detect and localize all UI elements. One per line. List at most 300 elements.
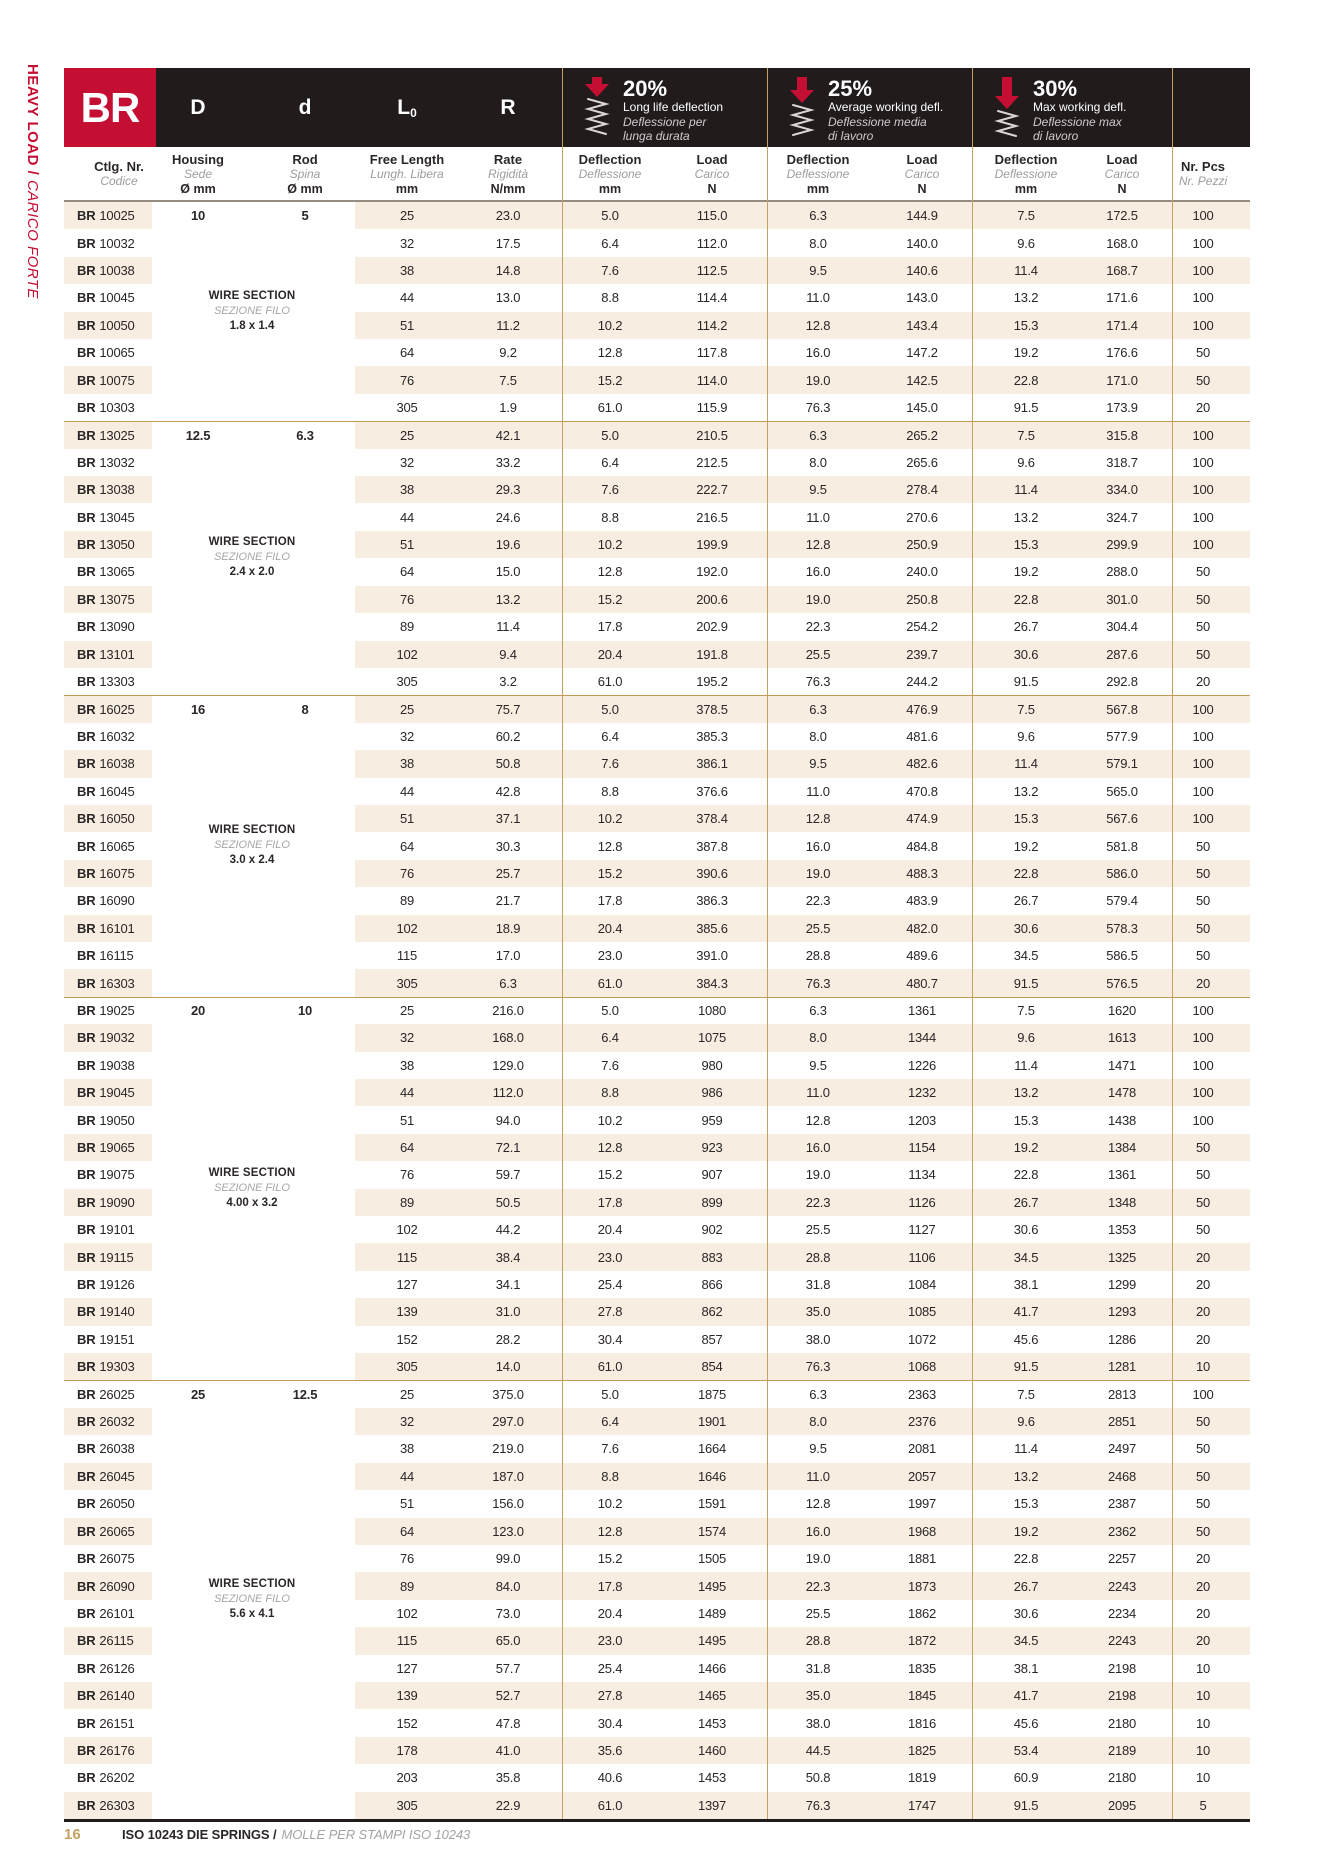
l20-cell: 200.6 (696, 591, 728, 607)
free-cell: 38 (399, 482, 415, 498)
l20-cell: 1453 (697, 1715, 727, 1731)
d20-cell: 15.2 (597, 591, 623, 607)
rate-cell: 11.2 (496, 317, 520, 333)
d30-cell: 11.4 (1014, 1057, 1038, 1073)
d20-cell: 27.8 (597, 1304, 623, 1320)
wire-section-label-en: WIRE SECTION (208, 1166, 296, 1179)
d20-cell: 8.8 (601, 783, 619, 799)
free-cell: 139 (396, 1304, 418, 1320)
rate-cell: 35.8 (495, 1770, 521, 1786)
pcs-cell: 20 (1195, 1249, 1211, 1265)
housing-diameter-cell: 20 (190, 1003, 206, 1019)
l25-cell: 240.0 (906, 564, 938, 580)
d30-cell: 13.2 (1013, 1468, 1039, 1484)
sidebar-title (24, 64, 41, 299)
d25-cell: 76.3 (805, 400, 831, 416)
d30-cell: 30.6 (1013, 646, 1039, 662)
table-row (64, 586, 1250, 613)
l30-cell: 1293 (1107, 1304, 1137, 1320)
d25-cell: 31.8 (805, 1660, 831, 1676)
rate-cell: 52.7 (495, 1688, 521, 1704)
catalog-number-cell: BR 26045 (77, 1468, 135, 1484)
catalog-number-cell: BR 19303 (77, 1359, 135, 1375)
deflection-subtitle: lunga durata (623, 129, 690, 143)
l30-cell: 2234 (1107, 1605, 1137, 1621)
l30-cell: 287.6 (1106, 646, 1138, 662)
d20-cell: 7.6 (601, 1441, 619, 1457)
l20-cell: 212.5 (696, 454, 728, 470)
l25-cell: 480.7 (906, 975, 938, 991)
d30-cell: 26.7 (1013, 893, 1039, 909)
wire-section-label-it: SEZIONE FILO (214, 1181, 290, 1194)
table-row (64, 1627, 1250, 1654)
pcs-cell: 100 (1192, 454, 1214, 470)
table-row (64, 1463, 1250, 1490)
l30-cell: 586.5 (1106, 948, 1138, 964)
d25-cell: 8.0 (809, 454, 827, 470)
l20-cell: 923 (701, 1140, 723, 1156)
d25-cell: 12.8 (805, 537, 831, 553)
free-cell: 25 (399, 427, 415, 443)
d30-cell: 26.7 (1013, 619, 1039, 635)
column-header-it: Codice (100, 174, 138, 188)
sidebar-title-it: CARICO FORTE (24, 179, 41, 300)
d20-cell: 20.4 (597, 1605, 623, 1621)
free-cell: 32 (399, 454, 415, 470)
d30-cell: 9.6 (1017, 1414, 1035, 1430)
wire-section-label-it: SEZIONE FILO (214, 839, 290, 852)
column-header-it: Lungh. Libera (370, 167, 444, 181)
deflection-subtitle: Deflessione media (828, 114, 927, 129)
l25-cell: 1968 (907, 1523, 937, 1539)
housing-diameter-cell: 12.5 (185, 427, 211, 443)
catalog-number-cell: BR 13303 (77, 674, 135, 690)
deflection-title: Average working defl. (828, 100, 944, 114)
d25-cell: 50.8 (805, 1770, 831, 1786)
free-cell: 115 (396, 948, 418, 964)
d20-cell: 6.4 (601, 454, 619, 470)
wire-section-note (187, 289, 317, 334)
l20-cell: 1664 (697, 1441, 727, 1457)
l20-cell: 112.0 (696, 235, 728, 251)
pcs-cell: 100 (1192, 1112, 1214, 1128)
d25-cell: 8.0 (809, 728, 827, 744)
l30-cell: 324.7 (1106, 509, 1138, 525)
d25-cell: 8.0 (809, 235, 827, 251)
rate-cell: 28.2 (495, 1331, 521, 1347)
table-row (64, 750, 1250, 777)
pcs-cell: 20 (1195, 1331, 1211, 1347)
pcs-cell: 100 (1192, 1003, 1214, 1019)
page-footer (64, 1826, 470, 1843)
table-row (64, 476, 1250, 503)
l20-cell: 115.0 (696, 208, 728, 224)
l20-cell: 1453 (697, 1770, 727, 1786)
table-row (64, 394, 1250, 421)
d25-cell: 11.0 (806, 783, 830, 799)
l20-cell: 195.2 (696, 674, 728, 690)
column-header-deflection (974, 152, 1078, 197)
rate-cell: 129.0 (492, 1057, 524, 1073)
deflection-section-text (1029, 77, 1126, 147)
rod-diameter-cell: 6.3 (296, 427, 314, 443)
catalog-number-cell: BR 10303 (77, 400, 135, 416)
wire-section-size: 2.4 x 2.0 (229, 566, 275, 579)
free-cell: 89 (399, 1578, 415, 1594)
rate-cell: 1.9 (499, 400, 517, 416)
d30-cell: 15.3 (1013, 1112, 1039, 1128)
l20-cell: 1489 (697, 1605, 727, 1621)
free-cell: 38 (399, 756, 415, 772)
rate-cell: 57.7 (495, 1660, 521, 1676)
l20-cell: 202.9 (696, 619, 728, 635)
catalog-number-cell: BR 26101 (77, 1605, 135, 1621)
d25-cell: 19.0 (805, 865, 831, 881)
l30-cell: 2243 (1107, 1633, 1137, 1649)
l25-cell: 1226 (907, 1057, 937, 1073)
l20-cell: 191.8 (696, 646, 728, 662)
rod-diameter-cell: 10 (297, 1003, 313, 1019)
l20-cell: 386.3 (696, 893, 728, 909)
free-cell: 305 (396, 975, 418, 991)
free-cell: 102 (396, 920, 418, 936)
free-cell: 115 (396, 1249, 418, 1265)
l25-cell: 278.4 (906, 482, 938, 498)
catalog-number-cell: BR 10050 (77, 317, 135, 333)
pcs-cell: 20 (1195, 1304, 1211, 1320)
l30-cell: 576.5 (1106, 975, 1138, 991)
l30-cell: 1613 (1107, 1030, 1137, 1046)
free-cell: 178 (396, 1742, 418, 1758)
pcs-cell: 100 (1192, 537, 1214, 553)
d20-cell: 17.8 (597, 1194, 623, 1210)
l25-cell: 1085 (907, 1304, 937, 1320)
l30-cell: 173.9 (1106, 400, 1138, 416)
table-row (64, 339, 1250, 366)
l25-cell: 483.9 (906, 893, 938, 909)
d30-cell: 19.2 (1013, 838, 1039, 854)
rate-cell: 187.0 (492, 1468, 524, 1484)
catalog-number-cell: BR 26032 (77, 1414, 135, 1430)
l20-cell: 857 (701, 1331, 723, 1347)
d25-cell: 31.8 (805, 1277, 831, 1293)
footer-title-it: MOLLE PER STAMPI ISO 10243 (281, 1827, 471, 1842)
l25-cell: 265.6 (906, 454, 938, 470)
l20-cell: 1495 (697, 1578, 727, 1594)
pcs-cell: 10 (1195, 1688, 1211, 1704)
free-cell: 102 (396, 646, 418, 662)
rate-cell: 13.2 (495, 591, 521, 607)
pcs-cell: 100 (1192, 317, 1214, 333)
d20-cell: 8.8 (601, 290, 619, 306)
wire-section-size: 3.0 x 2.4 (229, 854, 275, 867)
table-row (64, 1545, 1250, 1572)
rate-cell: 17.5 (495, 235, 521, 251)
d20-cell: 61.0 (597, 674, 623, 690)
catalog-number-cell: BR 19151 (77, 1331, 135, 1347)
pcs-cell: 20 (1195, 1605, 1211, 1621)
column-header-rate (462, 152, 554, 197)
d25-cell: 25.5 (805, 920, 831, 936)
wire-section-label-en: WIRE SECTION (208, 824, 296, 837)
arrow-down-spring-icon (985, 77, 1029, 147)
rate-cell: 18.9 (495, 920, 521, 936)
catalog-number-cell: BR 16303 (77, 975, 135, 991)
rate-cell: 219.0 (492, 1441, 524, 1457)
table-row (64, 229, 1250, 256)
d20-cell: 6.4 (601, 728, 619, 744)
pcs-cell: 50 (1195, 619, 1211, 635)
pcs-cell: 20 (1195, 1578, 1211, 1594)
d20-cell: 7.6 (601, 263, 619, 279)
free-cell: 44 (399, 783, 415, 799)
l30-cell: 315.8 (1106, 427, 1138, 443)
column-header-en: Load (696, 152, 728, 167)
catalog-number-cell: BR 13038 (77, 482, 135, 498)
arrow-down-spring-icon (780, 77, 824, 147)
l30-cell: 578.3 (1106, 920, 1138, 936)
table-row (64, 1518, 1250, 1545)
rate-cell: 29.3 (495, 482, 521, 498)
catalog-number-cell: BR 19101 (77, 1222, 135, 1238)
d30-cell: 19.2 (1013, 1523, 1039, 1539)
l25-cell: 1084 (907, 1277, 937, 1293)
rate-cell: 123.0 (492, 1523, 524, 1539)
rate-cell: 30.3 (495, 838, 521, 854)
d30-cell: 30.6 (1013, 1605, 1039, 1621)
l20-cell: 899 (701, 1194, 723, 1210)
pcs-cell: 50 (1195, 1222, 1211, 1238)
l25-cell: 143.0 (906, 290, 938, 306)
rate-cell: 168.0 (492, 1030, 524, 1046)
d20-cell: 8.8 (601, 509, 619, 525)
l25-cell: 2376 (907, 1414, 937, 1430)
l20-cell: 114.4 (696, 290, 728, 306)
table-row (64, 1709, 1250, 1736)
free-cell: 102 (396, 1222, 418, 1238)
free-cell: 89 (399, 1194, 415, 1210)
catalog-number-cell: BR 16032 (77, 728, 135, 744)
l20-cell: 192.0 (696, 564, 728, 580)
d30-cell: 13.2 (1013, 509, 1039, 525)
column-header-unit: N (1117, 182, 1127, 196)
free-cell: 51 (399, 1112, 415, 1128)
free-cell: 44 (399, 509, 415, 525)
free-cell: 25 (399, 208, 415, 224)
pcs-cell: 20 (1195, 1633, 1211, 1649)
rate-cell: 37.1 (495, 811, 521, 827)
d30-cell: 11.4 (1014, 1441, 1038, 1457)
l30-cell: 288.0 (1106, 564, 1138, 580)
deflection-subtitle: Deflessione per (623, 114, 707, 129)
l30-cell: 567.8 (1106, 702, 1138, 718)
series-badge: BR (64, 68, 156, 147)
d20-cell: 10.2 (597, 1496, 623, 1512)
d25-cell: 19.0 (805, 1551, 831, 1567)
d20-cell: 12.8 (597, 1523, 623, 1539)
deflection-title: Long life deflection (623, 100, 724, 114)
l30-cell: 2387 (1107, 1496, 1137, 1512)
d25-cell: 12.8 (805, 317, 831, 333)
rate-cell: 17.0 (495, 948, 521, 964)
l20-cell: 1397 (697, 1797, 727, 1813)
l30-cell: 171.4 (1106, 317, 1138, 333)
wire-section-label-en: WIRE SECTION (208, 536, 296, 549)
d25-cell: 6.3 (809, 702, 827, 718)
rate-cell: 9.4 (499, 646, 517, 662)
d20-cell: 25.4 (597, 1277, 623, 1293)
d30-cell: 7.5 (1017, 702, 1035, 718)
l30-cell: 1281 (1107, 1359, 1137, 1375)
l25-cell: 1106 (908, 1249, 936, 1265)
column-header-en: Housing (172, 152, 224, 167)
d30-cell: 9.6 (1017, 454, 1035, 470)
d30-cell: 41.7 (1013, 1304, 1039, 1320)
dimension-label: R (500, 95, 516, 119)
l30-cell: 2362 (1107, 1523, 1137, 1539)
l20-cell: 378.4 (696, 811, 728, 827)
l20-cell: 376.6 (696, 783, 728, 799)
d25-cell: 11.0 (806, 1085, 830, 1101)
column-header-it: Carico (904, 167, 940, 181)
table-row (64, 1353, 1250, 1380)
table-row (64, 1216, 1250, 1243)
l30-cell: 301.0 (1106, 591, 1138, 607)
catalog-number-cell: BR 13065 (77, 564, 135, 580)
free-cell: 25 (399, 1003, 415, 1019)
d30-cell: 9.6 (1017, 235, 1035, 251)
catalog-number-cell: BR 26115 (77, 1633, 134, 1649)
d30-cell: 13.2 (1013, 1085, 1039, 1101)
l25-cell: 1154 (908, 1140, 936, 1156)
d30-cell: 30.6 (1013, 920, 1039, 936)
catalog-number-cell: BR 19038 (77, 1057, 135, 1073)
l20-cell: 114.0 (696, 372, 728, 388)
free-cell: 64 (399, 1523, 415, 1539)
d30-cell: 38.1 (1013, 1660, 1039, 1676)
free-cell: 25 (399, 1387, 415, 1403)
pcs-cell: 100 (1192, 208, 1214, 224)
l30-cell: 1361 (1107, 1167, 1137, 1183)
rate-cell: 73.0 (495, 1605, 521, 1621)
rate-cell: 25.7 (495, 865, 521, 881)
column-header-load (876, 152, 968, 197)
l30-cell: 567.6 (1106, 811, 1138, 827)
d20-cell: 61.0 (597, 400, 623, 416)
l20-cell: 1460 (697, 1742, 727, 1758)
catalog-number-cell: BR 19045 (77, 1085, 135, 1101)
l25-cell: 1134 (908, 1167, 936, 1183)
d20-cell: 17.8 (597, 1578, 623, 1594)
table-row (64, 1682, 1250, 1709)
l20-cell: 216.5 (696, 509, 728, 525)
l30-cell: 2180 (1107, 1770, 1137, 1786)
free-cell: 25 (399, 702, 415, 718)
catalog-number-cell: BR 16090 (77, 893, 135, 909)
l30-cell: 1325 (1107, 1249, 1137, 1265)
column-header-unit: Ø mm (287, 182, 323, 196)
pcs-cell: 100 (1192, 702, 1214, 718)
housing-diameter-cell: 16 (190, 702, 206, 718)
pcs-cell: 100 (1192, 756, 1214, 772)
d25-cell: 11.0 (806, 1468, 830, 1484)
d25-cell: 6.3 (809, 208, 827, 224)
d25-cell: 12.8 (805, 1112, 831, 1128)
d25-cell: 16.0 (805, 1523, 831, 1539)
d30-cell: 15.3 (1013, 811, 1039, 827)
table-row (64, 1380, 1250, 1407)
wire-section-note (187, 1166, 317, 1211)
pcs-cell: 50 (1195, 1414, 1211, 1430)
rate-cell: 23.0 (495, 208, 521, 224)
catalog-number-cell: BR 26126 (77, 1660, 135, 1676)
d20-cell: 61.0 (597, 1359, 623, 1375)
column-headers (64, 147, 1250, 202)
free-cell: 51 (399, 537, 415, 553)
d20-cell: 6.4 (601, 235, 619, 251)
d25-cell: 11.0 (806, 509, 830, 525)
d25-cell: 25.5 (805, 646, 831, 662)
table-row (64, 202, 1250, 229)
column-header-pcs (1157, 159, 1249, 189)
table-row (64, 942, 1250, 969)
d25-cell: 22.3 (805, 893, 831, 909)
column-header-unit: mm (806, 182, 830, 196)
d20-cell: 40.6 (597, 1770, 623, 1786)
free-cell: 64 (399, 838, 415, 854)
d30-cell: 19.2 (1013, 564, 1039, 580)
wire-section-label-it: SEZIONE FILO (214, 1592, 290, 1605)
wire-section-size: 1.8 x 1.4 (229, 319, 275, 332)
catalog-number-cell: BR 16075 (77, 865, 135, 881)
d25-cell: 16.0 (805, 838, 831, 854)
deflection-section-25 (767, 68, 972, 147)
table-row (64, 1024, 1250, 1051)
d25-cell: 22.3 (805, 619, 831, 635)
pcs-cell: 50 (1195, 838, 1211, 854)
l25-cell: 1997 (907, 1496, 937, 1512)
rate-cell: 14.8 (495, 263, 521, 279)
l20-cell: 390.6 (696, 865, 728, 881)
rate-cell: 31.0 (495, 1304, 521, 1320)
rate-cell: 65.0 (495, 1633, 521, 1649)
rate-cell: 21.7 (495, 893, 521, 909)
d30-cell: 91.5 (1013, 975, 1039, 991)
column-header-en: Deflection (786, 152, 850, 167)
d30-cell: 7.5 (1017, 1387, 1035, 1403)
l20-cell: 385.6 (696, 920, 728, 936)
table-row (64, 449, 1250, 476)
l20-cell: 907 (701, 1167, 723, 1183)
l20-cell: 1901 (697, 1414, 727, 1430)
rate-cell: 112.0 (492, 1085, 524, 1101)
table-row (64, 366, 1250, 393)
l25-cell: 470.8 (906, 783, 938, 799)
d20-cell: 10.2 (597, 317, 623, 333)
deflection-subtitle: Deflessione max (1033, 114, 1122, 129)
d20-cell: 8.8 (601, 1085, 619, 1101)
d30-cell: 22.8 (1013, 591, 1039, 607)
catalog-number-cell: BR 16065 (77, 838, 135, 854)
d30-cell: 34.5 (1013, 1249, 1039, 1265)
d20-cell: 61.0 (597, 1797, 623, 1813)
column-divider (972, 68, 973, 1819)
catalog-number-cell: BR 26140 (77, 1688, 135, 1704)
d20-cell: 5.0 (601, 1387, 619, 1403)
wire-section-note (187, 823, 317, 868)
l30-cell: 581.8 (1106, 838, 1138, 854)
d25-cell: 44.5 (805, 1742, 831, 1758)
